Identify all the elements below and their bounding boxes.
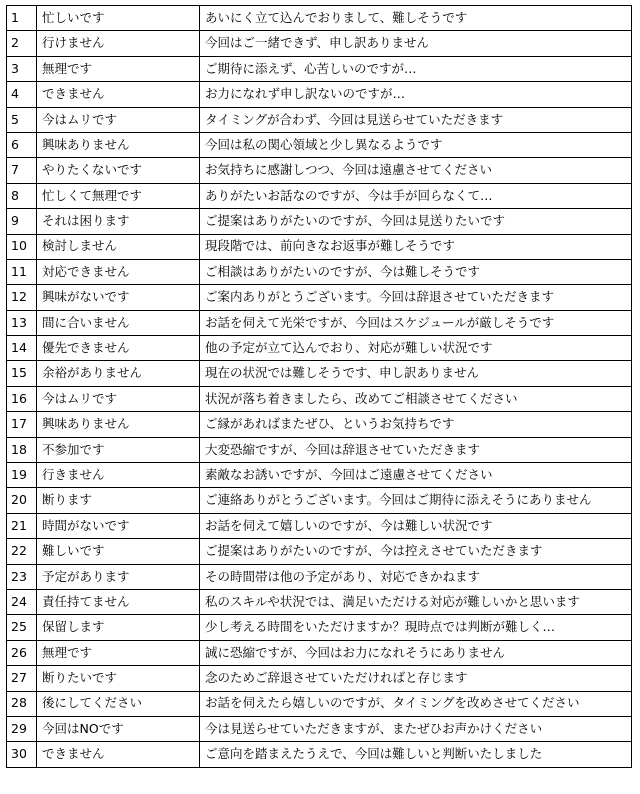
plain-phrase-cell: 検討しません [37,234,200,259]
polite-phrase-cell: 素敵なお誘いですが、今回はご遠慮させてください [200,463,632,488]
polite-phrase-cell: あいにく立て込んでおりまして、難しそうです [200,6,632,31]
row-number-cell: 8 [7,183,37,208]
row-number-cell: 20 [7,488,37,513]
row-number-cell: 27 [7,666,37,691]
polite-phrase-cell: ありがたいお話なのですが、今は手が回らなくて… [200,183,632,208]
row-number-cell: 21 [7,513,37,538]
table-row [7,285,632,310]
plain-phrase-cell: 断りたいです [37,666,200,691]
polite-phrase-cell: 今回はご一緒できず、申し訳ありません [200,31,632,56]
plain-phrase-cell: 不参加です [37,437,200,462]
polite-phrase-cell: 状況が落ち着きましたら、改めてご相談させてください [200,386,632,411]
table-row [7,640,632,665]
table-row [7,310,632,335]
plain-phrase-cell: 興味ありません [37,412,200,437]
polite-phrase-cell: ご期待に添えず、心苦しいのですが… [200,56,632,81]
polite-phrase-cell: 念のためご辞退させていただければと存じます [200,666,632,691]
polite-phrase-cell: お話を伺えて光栄ですが、今回はスケジュールが厳しそうです [200,310,632,335]
plain-phrase-cell: 今はムリです [37,107,200,132]
table-row [7,6,632,31]
row-number-cell: 12 [7,285,37,310]
plain-phrase-cell: 無理です [37,640,200,665]
row-number-cell: 28 [7,691,37,716]
plain-phrase-cell: 時間がないです [37,513,200,538]
row-number-cell: 5 [7,107,37,132]
row-number-cell: 30 [7,742,37,767]
table-row [7,691,632,716]
plain-phrase-cell: 予定があります [37,564,200,589]
row-number-cell: 11 [7,259,37,284]
plain-phrase-cell: 興味ありません [37,132,200,157]
phrase-table-body [7,6,632,768]
polite-phrase-cell: ご提案はありがたいのですが、今回は見送りたいです [200,209,632,234]
plain-phrase-cell: 余裕がありません [37,361,200,386]
plain-phrase-cell: 行きません [37,463,200,488]
polite-phrase-cell: ご案内ありがとうございます。今回は辞退させていただきます [200,285,632,310]
polite-phrase-cell: タイミングが合わず、今回は見送らせていただきます [200,107,632,132]
table-row [7,209,632,234]
plain-phrase-cell: できません [37,742,200,767]
table-row [7,513,632,538]
table-row [7,132,632,157]
table-row [7,539,632,564]
polite-phrase-cell: お力になれず申し訳ないのですが… [200,82,632,107]
polite-phrase-cell: ご縁があればまたぜひ、というお気持ちです [200,412,632,437]
row-number-cell: 17 [7,412,37,437]
table-row [7,183,632,208]
table-row [7,437,632,462]
polite-phrase-cell: 他の予定が立て込んでおり、対応が難しい状況です [200,336,632,361]
table-row [7,259,632,284]
polite-phrase-cell: 今回は私の関心領域と少し異なるようです [200,132,632,157]
table-row [7,615,632,640]
row-number-cell: 15 [7,361,37,386]
row-number-cell: 4 [7,82,37,107]
polite-phrase-cell: 現段階では、前向きなお返事が難しそうです [200,234,632,259]
polite-phrase-cell: お気持ちに感謝しつつ、今回は遠慮させてください [200,158,632,183]
row-number-cell: 6 [7,132,37,157]
table-row [7,31,632,56]
plain-phrase-cell: 責任持てません [37,589,200,614]
plain-phrase-cell: 無理です [37,56,200,81]
table-row [7,386,632,411]
table-row [7,488,632,513]
row-number-cell: 23 [7,564,37,589]
row-number-cell: 2 [7,31,37,56]
table-row [7,234,632,259]
plain-phrase-cell: 忙しいです [37,6,200,31]
table-row [7,564,632,589]
polite-phrase-cell: ご提案はありがたいのですが、今は控えさせていただきます [200,539,632,564]
polite-phrase-cell: 今は見送らせていただきますが、またぜひお声かけください [200,716,632,741]
table-row [7,412,632,437]
row-number-cell: 16 [7,386,37,411]
plain-phrase-cell: 保留します [37,615,200,640]
polite-phrase-cell: ご連絡ありがとうございます。今回はご期待に添えそうにありません [200,488,632,513]
plain-phrase-cell: 優先できません [37,336,200,361]
table-row [7,336,632,361]
table-row [7,463,632,488]
polite-phrase-cell: その時間帯は他の予定があり、対応できかねます [200,564,632,589]
row-number-cell: 19 [7,463,37,488]
polite-phrase-cell: ご意向を踏まえたうえで、今回は難しいと判断いたしました [200,742,632,767]
row-number-cell: 13 [7,310,37,335]
row-number-cell: 14 [7,336,37,361]
row-number-cell: 9 [7,209,37,234]
row-number-cell: 22 [7,539,37,564]
table-row [7,361,632,386]
polite-phrase-cell: 少し考える時間をいただけますか？現時点では判断が難しく… [200,615,632,640]
plain-phrase-cell: 今はムリです [37,386,200,411]
plain-phrase-cell: 後にしてください [37,691,200,716]
plain-phrase-cell: それは困ります [37,209,200,234]
table-row [7,107,632,132]
row-number-cell: 25 [7,615,37,640]
polite-phrase-cell: 現在の状況では難しそうです、申し訳ありません [200,361,632,386]
table-row [7,666,632,691]
plain-phrase-cell: やりたくないです [37,158,200,183]
polite-phrase-cell: お話を伺えて嬉しいのですが、今は難しい状況です [200,513,632,538]
polite-phrase-cell: ご相談はありがたいのですが、今は難しそうです [200,259,632,284]
plain-phrase-cell: 対応できません [37,259,200,284]
table-row [7,716,632,741]
table-row [7,56,632,81]
row-number-cell: 26 [7,640,37,665]
plain-phrase-cell: 難しいです [37,539,200,564]
row-number-cell: 10 [7,234,37,259]
plain-phrase-cell: 興味がないです [37,285,200,310]
plain-phrase-cell: 忙しくて無理です [37,183,200,208]
plain-phrase-cell: 断ります [37,488,200,513]
polite-phrase-cell: 誠に恐縮ですが、今回はお力になれそうにありません [200,640,632,665]
table-row [7,589,632,614]
row-number-cell: 29 [7,716,37,741]
row-number-cell: 24 [7,589,37,614]
table-row [7,158,632,183]
plain-phrase-cell: できません [37,82,200,107]
polite-phrase-cell: 大変恐縮ですが、今回は辞退させていただきます [200,437,632,462]
plain-phrase-cell: 間に合いません [37,310,200,335]
polite-phrase-cell: お話を伺えたら嬉しいのですが、タイミングを改めさせてください [200,691,632,716]
plain-phrase-cell: 今回はNOです [37,716,200,741]
row-number-cell: 3 [7,56,37,81]
row-number-cell: 7 [7,158,37,183]
row-number-cell: 18 [7,437,37,462]
phrase-table [6,5,632,768]
row-number-cell: 1 [7,6,37,31]
plain-phrase-cell: 行けません [37,31,200,56]
polite-phrase-cell: 私のスキルや状況では、満足いただける対応が難しいかと思います [200,589,632,614]
table-row [7,742,632,767]
table-row [7,82,632,107]
